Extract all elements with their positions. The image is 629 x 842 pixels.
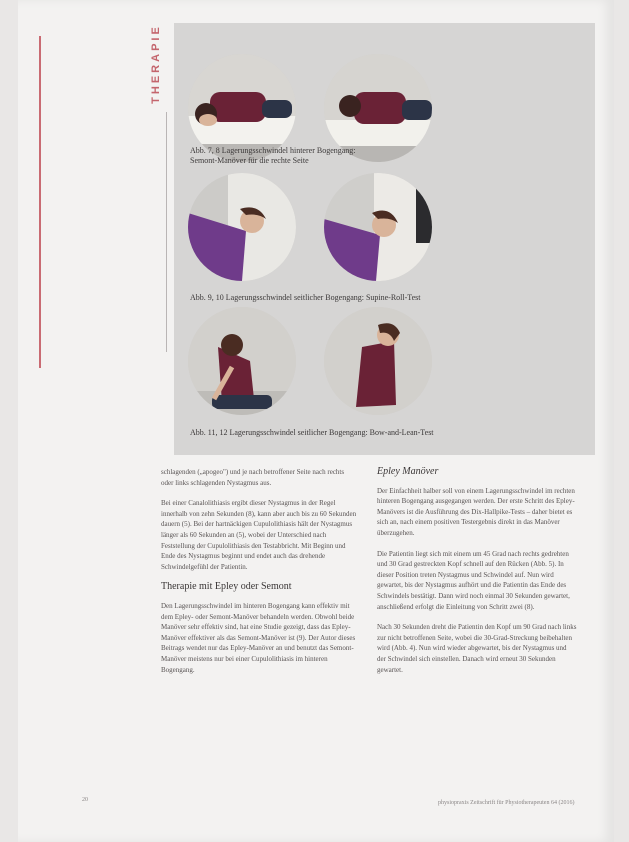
left-column xyxy=(161,467,357,685)
caption-abb-11-12: Abb. 11, 12 Lagerungsschwindel seitlicher Bogengang: Bow-and-Lean-Test xyxy=(190,428,434,437)
section-heading-epley: Epley Manöver xyxy=(377,466,439,477)
section-heading-therapie: Therapie mit Epley oder Semont xyxy=(161,581,292,593)
photo-abb-11 xyxy=(188,307,296,415)
figure-panel xyxy=(174,23,595,455)
right-para-1: Der Einfachheit halber soll von einem Lagerungsschwindel im rechten hinteren Bogengang ausgegangen werden. Der erste Schritt des Epley-Manövers ist die Ausführung des Dix-Hallpike-Tests – daher bietet es sich an, nach einem positiven Testergebnis direkt in das Manöver überzugehen. xyxy=(377,486,575,537)
sidebar-divider xyxy=(166,112,167,352)
right-para-2: Die Patientin liegt sich mit einem um 45 Grad nach rechts gedrehten und 30 Grad gestreckten Kopf schnell auf den Rücken (Abb. 5). In dieser Position treten Nystagmus und Schwindel auf. Nun wird gewartet, bis der Nystagmus aufhört und die Patientin das Ende des Schwindels bestätigt. Dann wird noch einmal 30 Sekunden gewartet, anschließend erfolgt die Einleitung von Schritt zwei (8). xyxy=(377,549,570,611)
section-label-text: THERAPIE xyxy=(150,24,162,104)
margin-rule xyxy=(39,36,41,368)
right-column xyxy=(377,467,577,685)
photo-abb-10 xyxy=(324,173,432,281)
section-label xyxy=(142,16,170,112)
page-number: 20 xyxy=(82,797,88,803)
caption-abb-7-8: Abb. 7, 8 Lagerungsschwindel hinterer Bogengang: Semont-Manöver für die rechte Seite xyxy=(190,146,356,165)
left-intro: schlagenden („apogeo") und je nach betroffener Seite nach rechts oder links schlagenden Nystagmus aus. xyxy=(161,468,345,487)
caption-abb-9-10: Abb. 9, 10 Lagerungsschwindel seitlicher Bogengang: Supine-Roll-Test xyxy=(190,293,421,302)
left-para-3: Den Lagerungsschwindel im hinteren Bogengang kann effektiv mit dem Epley- oder Semont-Manöver behandeln werden. Obwohl beide Manöver sehr effektiv sind, hat eine Studie gezeigt, dass das Epley-Manöver effektiver als das Semont-Manöver ist (9). Der Autor dieses Beitrags wendet nur das Epley-Manöver an und benutzt das Semont-Manöver meistens nur bei einer Cupulolithiasis im hinteren Bogengang. xyxy=(161,601,356,674)
photo-abb-12 xyxy=(324,307,432,415)
left-para-2: Bei einer Canalolithiasis ergibt dieser Nystagmus in der Regel innerhalb von zehn Sekunden (8), kann aber auch bis zu 60 Sekunden dauern (5). Bei der hartnäckigen Cupulolithiasis hält der Nystagmus länger als 60 Sekunden an (5), wobei der Unterschied nach Feststellung der Cupulolithiasis den Testabbricht. Mit Beginn und Ende des Nystagmus beginnt und endet auch das drehende Schwindelgefühl der Patientin. xyxy=(161,499,357,571)
journal-footer: physiopraxis Zeitschrift für Physiotherapeuten 64 (2016) xyxy=(438,800,575,806)
right-para-3: Nach 30 Sekunden dreht die Patientin den Kopf um 90 Grad nach links zur nicht betroffenen Seite, wobei die 30-Grad-Streckung beibehalten wird (Abb. 4). Nun wird wieder abgewartet, bis der Nystagmus und der Schwindel sich einstellen. Danach wird erneut 30 Sekunden gewartet. xyxy=(377,623,577,674)
photo-abb-9 xyxy=(188,173,296,281)
page xyxy=(18,0,614,842)
